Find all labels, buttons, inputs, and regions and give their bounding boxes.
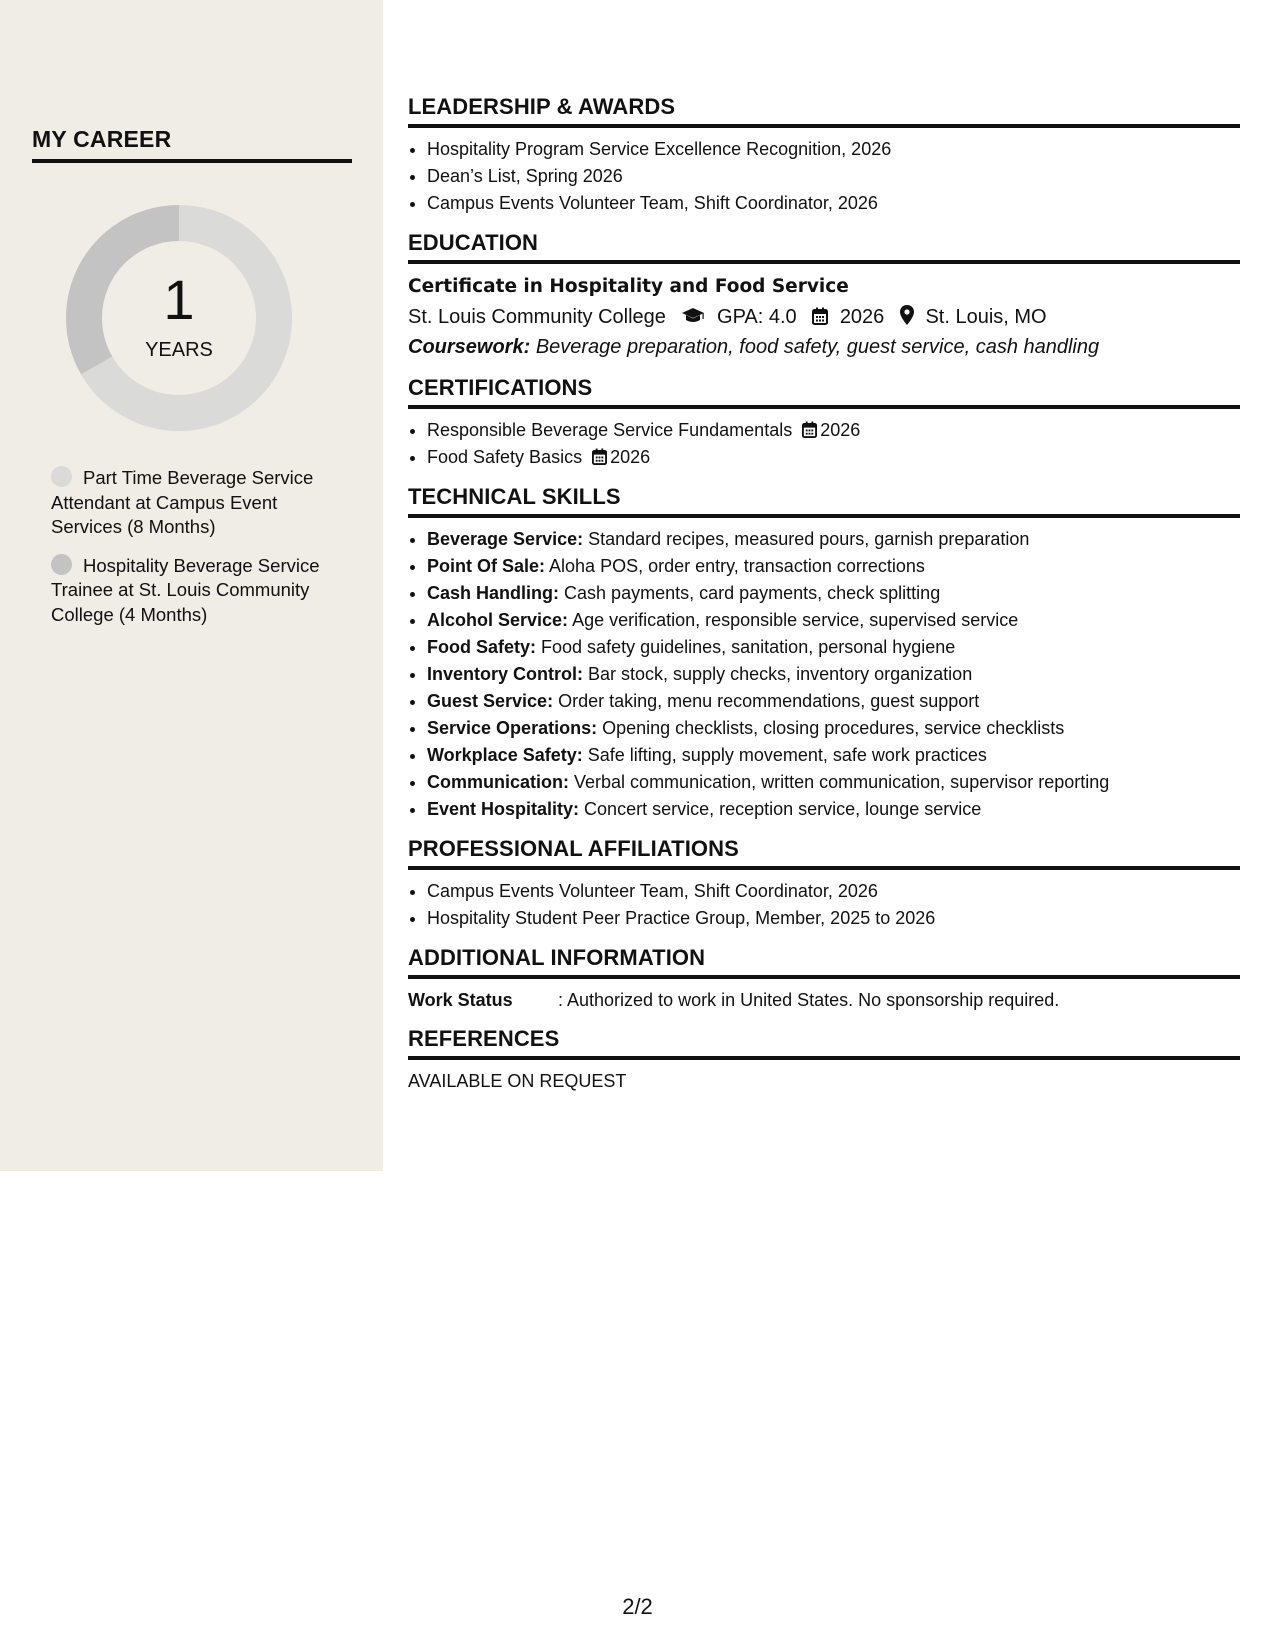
sidebar [0,0,383,1171]
list-item: • Hospitality Program Service Excellence Recognition, 2026 [427,136,1240,163]
work-status-row [408,987,1240,1013]
section-title: PROFESSIONAL AFFILIATIONS [408,836,1240,870]
leadership-list [408,136,1240,217]
work-status-label: Work Status [408,990,513,1010]
skill-text: Standard recipes, measured pours, garnish preparation [588,529,1030,549]
page-number: 2/2 [622,1594,653,1619]
coursework [408,332,1240,362]
career-item [51,554,341,628]
skill-text: Opening checklists, closing procedures, service checklists [602,718,1065,738]
career-item-text: Part Time Beverage Service Attendant at Campus Event Services (8 Months) [51,467,314,537]
degree-name: Certificate in Hospitality and Food Service [408,276,849,297]
school-name: St. Louis Community College [408,306,666,328]
skill-label: Inventory Control: [427,664,583,684]
graduation-year: 2026 [839,306,885,328]
affiliations-list [408,878,1240,932]
coursework-label: Coursework: [408,336,531,358]
skill-text: Concert service, reception service, lounge service [584,799,982,819]
section-title: REFERENCES [408,1026,1240,1060]
career-heading: MY CAREER [32,126,352,163]
years-value: 1 [163,268,195,331]
cert-name: Food Safety Basics [427,447,583,467]
work-status-value: : Authorized to work in United States. No sponsorship required. [558,990,1060,1010]
skill-label: Event Hospitality: [427,799,580,819]
skill-item [427,580,1240,607]
additional-info-section [408,945,1240,1013]
map-pin-icon [900,305,914,325]
skill-item [427,769,1240,796]
skill-label: Alcohol Service: [427,610,569,630]
skill-label: Communication: [427,772,569,792]
list-item: • Dean’s List, Spring 2026 [427,163,1240,190]
legend-dot-icon [51,554,72,575]
cert-name: Responsible Beverage Service Fundamentals [427,420,793,440]
skill-item [427,661,1240,688]
references-section [408,1026,1240,1094]
skill-item [427,553,1240,580]
years-unit: YEARS [145,339,213,361]
section-title: ADDITIONAL INFORMATION [408,945,1240,979]
skill-label: Beverage Service: [427,529,584,549]
skill-text: Aloha POS, order entry, transaction corrections [549,556,925,576]
skill-text: Cash payments, card payments, check splitting [564,583,941,603]
skill-item [427,607,1240,634]
calendar-icon [812,307,828,325]
section-title: TECHNICAL SKILLS [408,484,1240,518]
skill-text: Bar stock, supply checks, inventory organization [588,664,973,684]
leadership-section [408,94,1240,217]
gpa: GPA: 4.0 [717,306,797,328]
skills-list [408,526,1240,823]
skill-text: Order taking, menu recommendations, guest support [558,691,980,711]
skill-label: Service Operations: [427,718,598,738]
references-text: AVAILABLE ON REQUEST [408,1071,627,1091]
skills-section [408,484,1240,823]
education-details [408,302,1240,332]
skill-item [427,742,1240,769]
skill-item [427,715,1240,742]
main-content [408,94,1240,1107]
skill-text: Age verification, responsible service, supervised service [572,610,1019,630]
list-item: • Hospitality Student Peer Practice Group, Member, 2025 to 2026 [427,905,1240,932]
list-item [427,444,1240,471]
affiliations-section [408,836,1240,932]
skill-text: Safe lifting, supply movement, safe work practices [587,745,987,765]
skill-label: Food Safety: [427,637,537,657]
education-section [408,230,1240,362]
career-item [51,466,341,540]
certifications-section [408,375,1240,471]
skill-text: Verbal communication, written communication, supervisor reporting [574,772,1110,792]
list-item: • Campus Events Volunteer Team, Shift Coordinator, 2026 [427,190,1240,217]
coursework-text: Beverage preparation, food safety, guest service, cash handling [535,336,1100,358]
skill-item [427,526,1240,553]
legend-dot-icon [51,466,72,487]
calendar-icon [802,421,817,438]
skill-label: Point Of Sale: [427,556,546,576]
career-list [51,466,341,641]
cert-year: 2026 [610,447,651,467]
calendar-icon [592,448,607,465]
skill-item [427,688,1240,715]
career-item-text: Hospitality Beverage Service Trainee at St. Louis Community College (4 Months) [51,554,320,625]
skill-label: Guest Service: [427,691,554,711]
list-item: • Campus Events Volunteer Team, Shift Coordinator, 2026 [427,878,1240,905]
graduation-cap-icon [681,307,705,325]
skill-item [427,634,1240,661]
cert-year: 2026 [820,420,861,440]
section-title: LEADERSHIP & AWARDS [408,94,1240,128]
section-title: EDUCATION [408,230,1240,264]
skill-item [427,796,1240,823]
skill-text: Food safety guidelines, sanitation, personal hygiene [541,637,956,657]
list-item [427,417,1240,444]
skill-label: Cash Handling: [427,583,560,603]
skill-label: Workplace Safety: [427,745,583,765]
section-title: CERTIFICATIONS [408,375,1240,409]
certifications-list [408,417,1240,471]
school-location: St. Louis, MO [925,306,1047,328]
